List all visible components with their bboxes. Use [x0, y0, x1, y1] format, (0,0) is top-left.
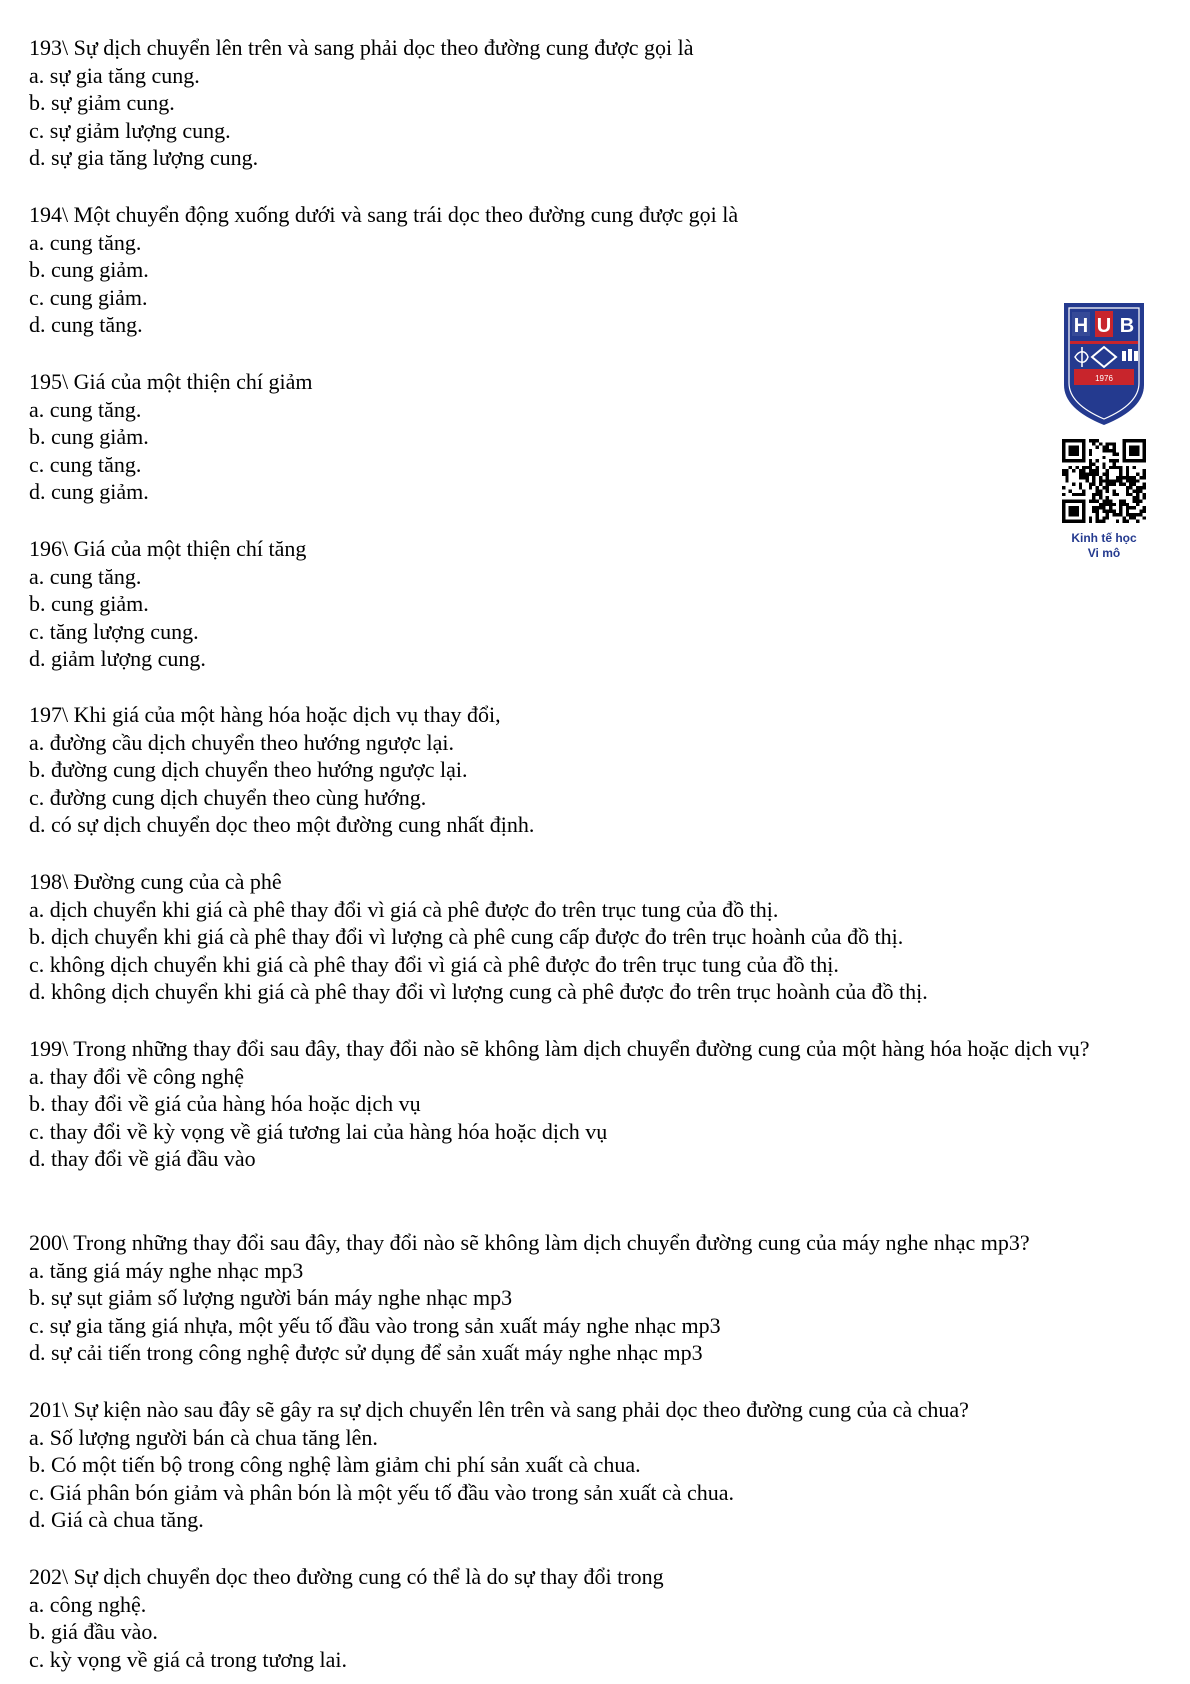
question-199: [29, 1035, 1174, 1173]
answer-option: b. thay đổi về giá của hàng hóa hoặc dịch vụ: [29, 1091, 421, 1117]
question-stem: 202\ Sự dịch chuyển dọc theo đường cung có thể là do sự thay đổi trong: [29, 1564, 664, 1589]
logo-year: 1976: [1095, 374, 1113, 383]
answer-option: a. đường cầu dịch chuyển theo hướng ngược lại.: [29, 729, 455, 755]
answer-option: a. cung tăng.: [29, 396, 142, 422]
answer-option: b. sự sụt giảm số lượng người bán máy nghe nhạc mp3: [29, 1285, 513, 1311]
question-202: [29, 1563, 1174, 1673]
badge-caption-title: Kinh tế học: [1071, 531, 1137, 545]
answer-option: a. sự gia tăng cung.: [29, 62, 200, 88]
hub-badge: [1052, 301, 1156, 561]
answer-option: d. cung tăng.: [29, 312, 143, 338]
answer-option: b. cung giảm.: [29, 591, 149, 617]
answer-option: d. Giá cà chua tăng.: [29, 1507, 204, 1533]
answer-option: d. thay đổi về giá đầu vào: [29, 1146, 256, 1172]
question-200: [29, 1229, 1174, 1367]
answer-option: c. Giá phân bón giảm và phân bón là một yếu tố đầu vào trong sản xuất cà chua.: [29, 1479, 735, 1505]
logo-letter-u: U: [1096, 315, 1112, 337]
answer-option: c. cung giảm.: [29, 284, 148, 310]
answer-option: c. tăng lượng cung.: [29, 618, 199, 644]
question-193: [29, 34, 1174, 172]
answer-option: d. có sự dịch chuyển dọc theo một đường cung nhất định.: [29, 812, 535, 838]
answer-option: a. Số lượng người bán cà chua tăng lên.: [29, 1424, 378, 1450]
question-stem: 194\ Một chuyển động xuống dưới và sang trái dọc theo đường cung được gọi là: [29, 202, 739, 227]
question-196: [29, 535, 1174, 673]
answer-option: c. thay đổi về kỳ vọng về giá tương lai của hàng hóa hoặc dịch vụ: [29, 1118, 608, 1144]
logo-letter-h: H: [1073, 315, 1089, 337]
question-198: [29, 868, 1174, 1006]
answer-option: d. sự gia tăng lượng cung.: [29, 145, 259, 171]
question-stem: 196\ Giá của một thiện chí tăng: [29, 536, 307, 561]
answer-option: c. sự giảm lượng cung.: [29, 117, 231, 143]
answer-option: b. cung giảm.: [29, 424, 149, 450]
answer-option: a. cung tăng.: [29, 229, 142, 255]
answer-option: a. tăng giá máy nghe nhạc mp3: [29, 1257, 304, 1283]
answer-option: b. sự giảm cung.: [29, 90, 175, 116]
answer-option: d. không dịch chuyển khi giá cà phê thay đổi vì lượng cung cà phê được đo trên trục hoành của đồ thị.: [29, 979, 928, 1005]
question-stem: 198\ Đường cung của cà phê: [29, 869, 282, 894]
question-stem: 197\ Khi giá của một hàng hóa hoặc dịch vụ thay đổi,: [29, 702, 501, 727]
question-stem: 201\ Sự kiện nào sau đây sẽ gây ra sự dịch chuyển lên trên và sang phải dọc theo đường cung của cà chua?: [29, 1397, 969, 1422]
answer-option: d. giảm lượng cung.: [29, 646, 206, 672]
answer-option: d. cung giảm.: [29, 479, 149, 505]
answer-option: c. cung tăng.: [29, 451, 142, 477]
question-stem: 200\ Trong những thay đổi sau đây, thay đổi nào sẽ không làm dịch chuyển đường cung của máy nghe nhạc mp3?: [29, 1230, 1030, 1255]
answer-option: b. dịch chuyển khi giá cà phê thay đổi vì lượng cà phê cung cấp được đo trên trục hoành của đồ thị.: [29, 924, 904, 950]
answer-option: b. giá đầu vào.: [29, 1619, 158, 1645]
answer-option: c. sự gia tăng giá nhựa, một yếu tố đầu vào trong sản xuất máy nghe nhạc mp3: [29, 1312, 721, 1338]
question-201: [29, 1396, 1174, 1534]
answer-option: b. cung giảm.: [29, 257, 149, 283]
answer-option: b. đường cung dịch chuyển theo hướng ngược lại.: [29, 757, 468, 783]
logo-letter-b: B: [1119, 315, 1135, 337]
question-stem: 195\ Giá của một thiện chí giảm: [29, 369, 313, 394]
question-197: [29, 701, 1174, 839]
answer-option: d. sự cải tiến trong công nghệ được sử dụng để sản xuất máy nghe nhạc mp3: [29, 1340, 703, 1366]
answer-option: c. kỳ vọng về giá cả trong tương lai.: [29, 1646, 348, 1672]
qr-code-icon: [1062, 439, 1146, 523]
hub-shield-logo: [1062, 301, 1146, 427]
answer-option: a. công nghệ.: [29, 1591, 147, 1617]
answer-option: a. dịch chuyển khi giá cà phê thay đổi vì giá cà phê được đo trên trục tung của đồ thị.: [29, 896, 779, 922]
answer-option: a. thay đổi về công nghệ: [29, 1063, 245, 1089]
question-194: [29, 201, 1174, 339]
question-stem: 199\ Trong những thay đổi sau đây, thay đổi nào sẽ không làm dịch chuyển đường cung của một hàng hóa hoặc dịch vụ?: [29, 1036, 1090, 1061]
answer-option: c. đường cung dịch chuyển theo cùng hướng.: [29, 784, 427, 810]
badge-caption-subtitle: Vi mô: [1087, 546, 1121, 560]
answer-option: b. Có một tiến bộ trong công nghệ làm giảm chi phí sản xuất cà chua.: [29, 1452, 641, 1478]
answer-option: a. cung tăng.: [29, 563, 142, 589]
answer-option: c. không dịch chuyển khi giá cà phê thay đổi vì giá cà phê được đo trên trục tung của đồ thị.: [29, 951, 839, 977]
question-195: [29, 368, 1174, 506]
question-stem: 193\ Sự dịch chuyển lên trên và sang phải dọc theo đường cung được gọi là: [29, 35, 694, 60]
